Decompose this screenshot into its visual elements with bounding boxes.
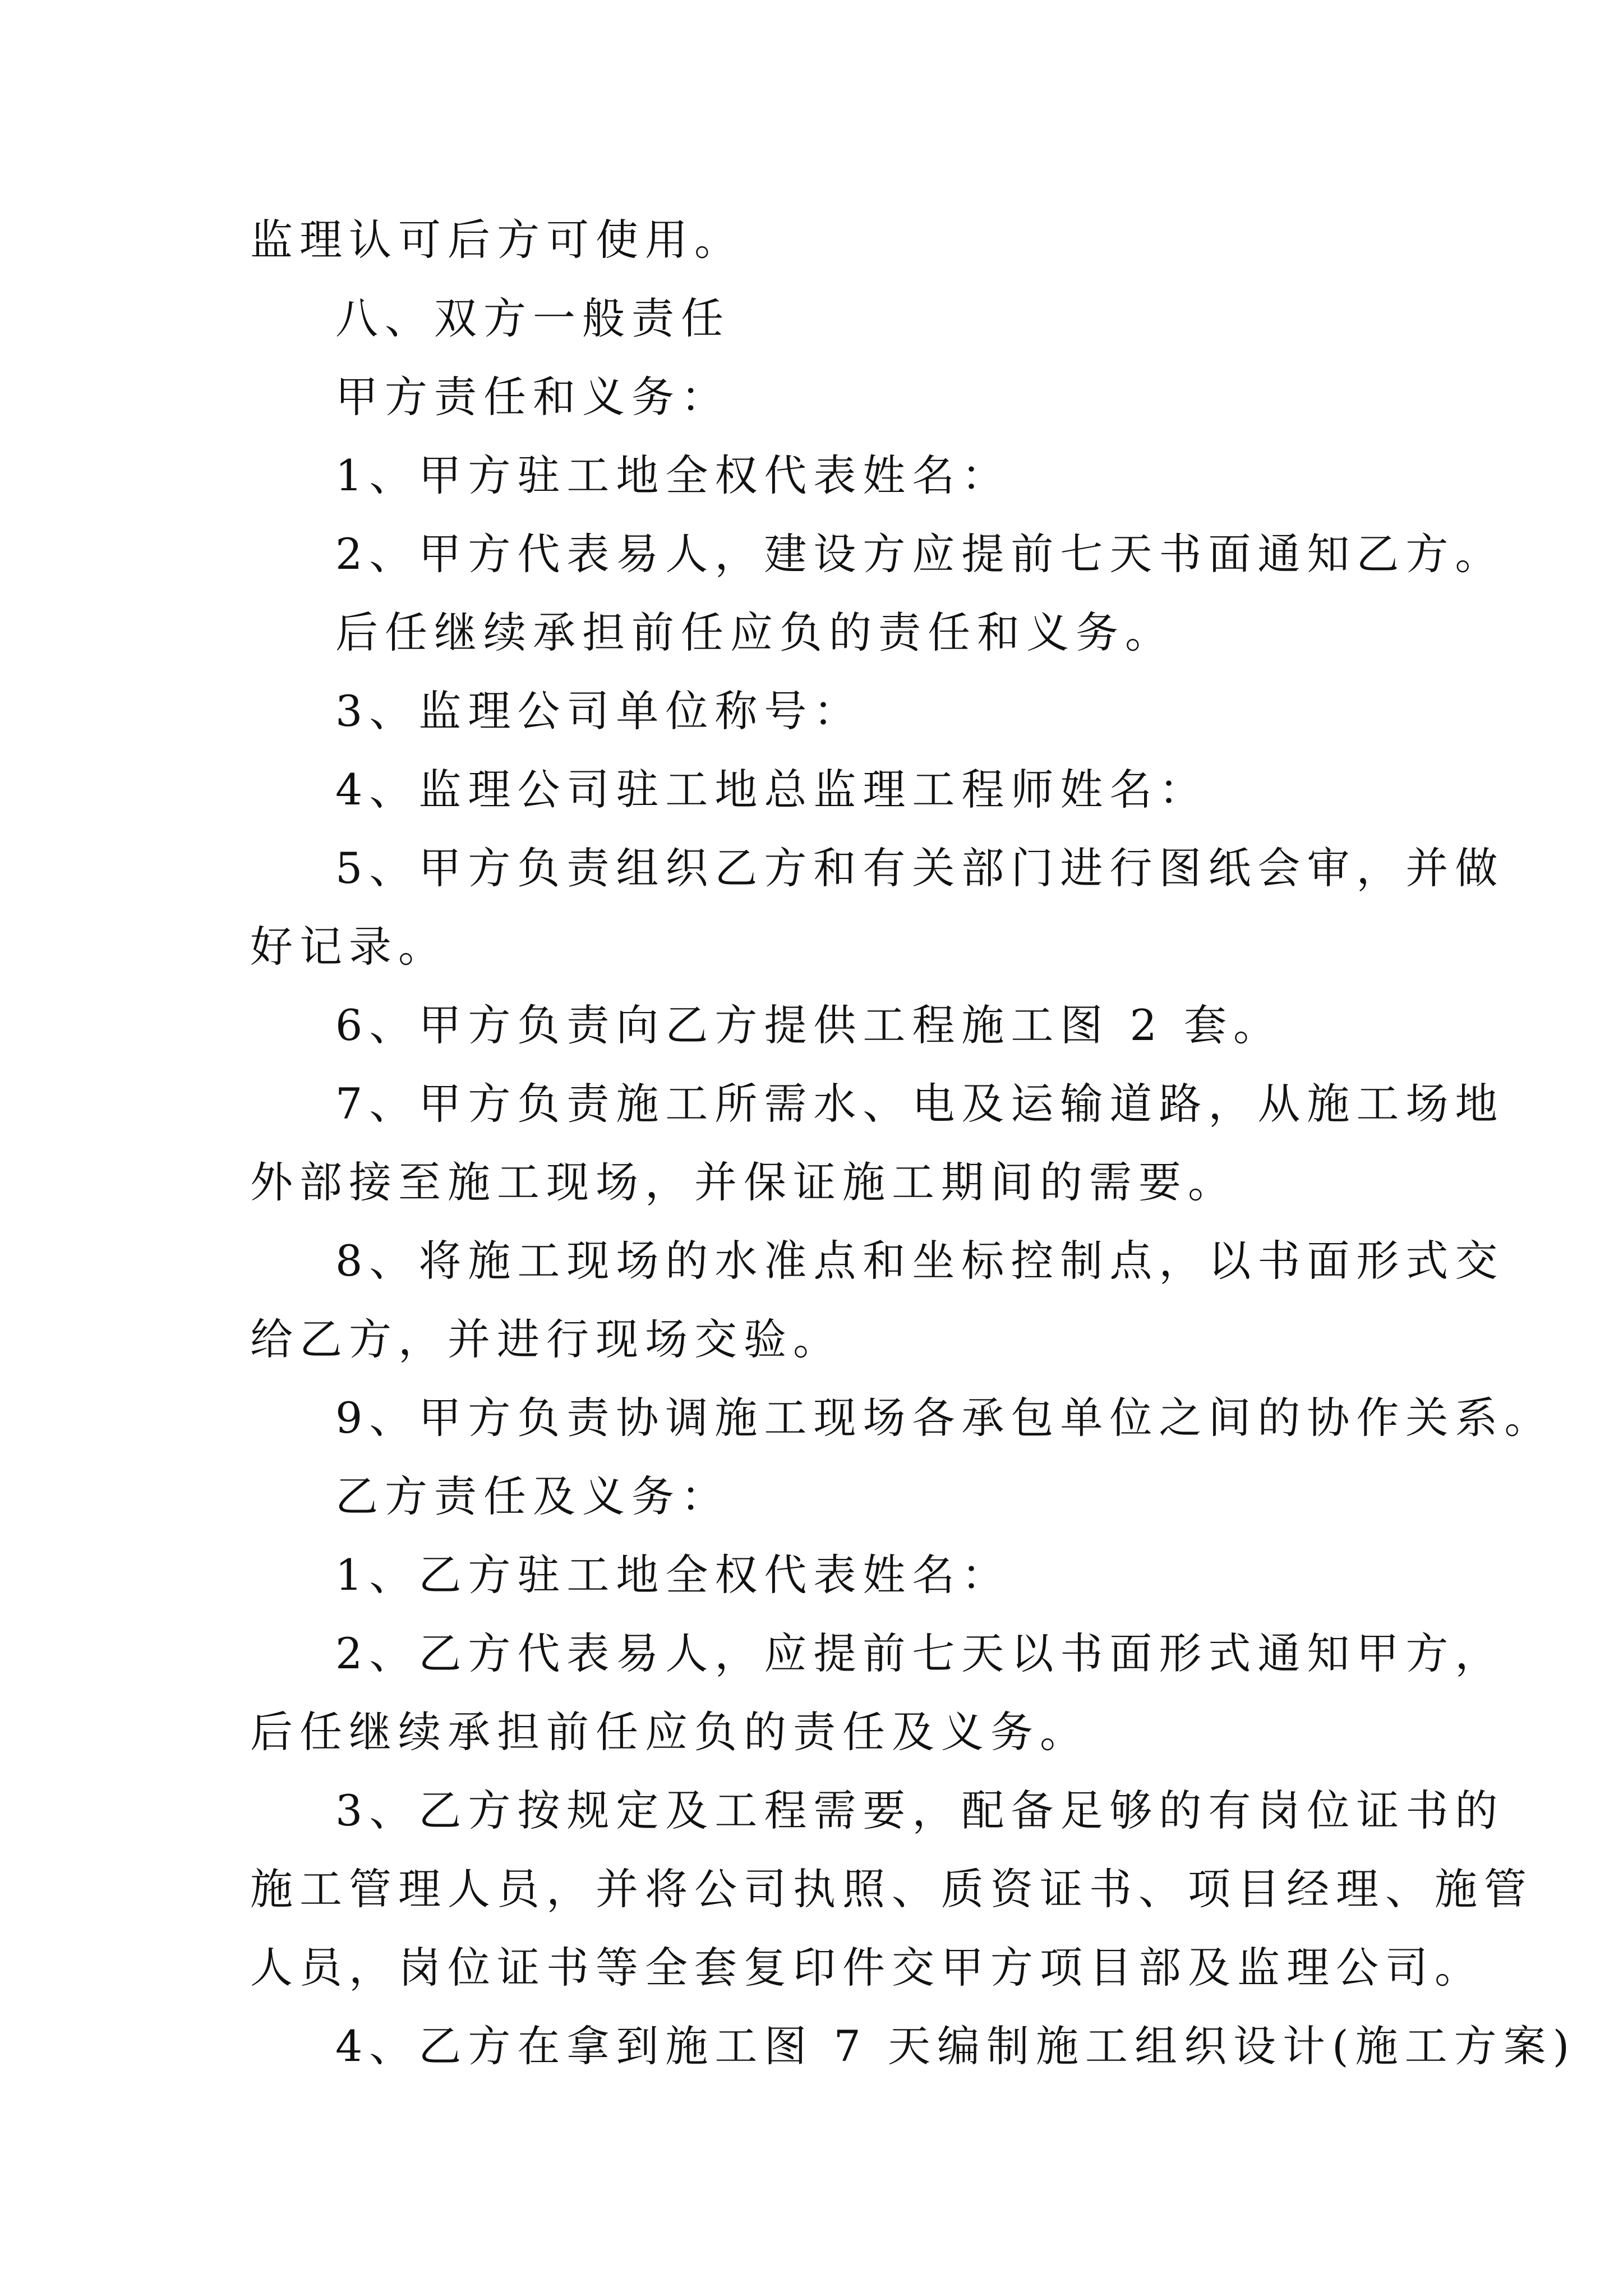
text-line: 外部接至施工现场，并保证施工期间的需要。 [250, 1157, 1237, 1207]
text-line: 施工管理人员，并将公司执照、质资证书、项目经理、施管 [250, 1864, 1533, 1914]
text-line: 8、将施工现场的水准点和坐标控制点，以书面形式交 [335, 1236, 1505, 1286]
section-heading: 八、双方一般责任 [335, 293, 730, 343]
text-line: 5、甲方负责组织乙方和有关部门进行图纸会审，并做 [335, 843, 1505, 893]
text-line: 人员，岗位证书等全套复印件交甲方项目部及监理公司。 [250, 1943, 1484, 1993]
text-line: 3、乙方按规定及工程需要，配备足够的有岗位证书的 [335, 1786, 1505, 1835]
text-line: 2、乙方代表易人，应提前七天以书面形式通知甲方， [335, 1628, 1505, 1678]
text-line: 1、乙方驻工地全权代表姓名： [335, 1550, 1011, 1600]
text-line: 后任继续承担前任应负的责任和义务。 [335, 608, 1174, 657]
text-line: 2、甲方代表易人，建设方应提前七天书面通知乙方。 [335, 529, 1505, 579]
text-line: 监理认可后方可使用。 [250, 215, 744, 265]
text-line: 好记录。 [250, 922, 448, 972]
text-line: 给乙方，并进行现场交验。 [250, 1314, 842, 1364]
text-line: 4、监理公司驻工地总监理工程师姓名： [335, 765, 1209, 815]
text-line: 9、甲方负责协调施工现场各承包单位之间的协作关系。 [335, 1393, 1554, 1443]
text-line: 7、甲方负责施工所需水、电及运输道路，从施工场地 [335, 1079, 1505, 1129]
text-line: 3、监理公司单位称号： [335, 686, 863, 736]
text-line: 4、乙方在拿到施工图 7 天编制施工组织设计(施工方案) [335, 2021, 1576, 2071]
subsection-heading: 乙方责任及义务： [335, 1471, 730, 1521]
text-line: 后任继续承担前任应负的责任及义务。 [250, 1707, 1089, 1757]
text-line: 6、甲方负责向乙方提供工程施工图 2 套。 [335, 1000, 1283, 1050]
text-line: 1、甲方驻工地全权代表姓名： [335, 450, 1011, 500]
subsection-heading: 甲方责任和义务： [335, 372, 730, 422]
